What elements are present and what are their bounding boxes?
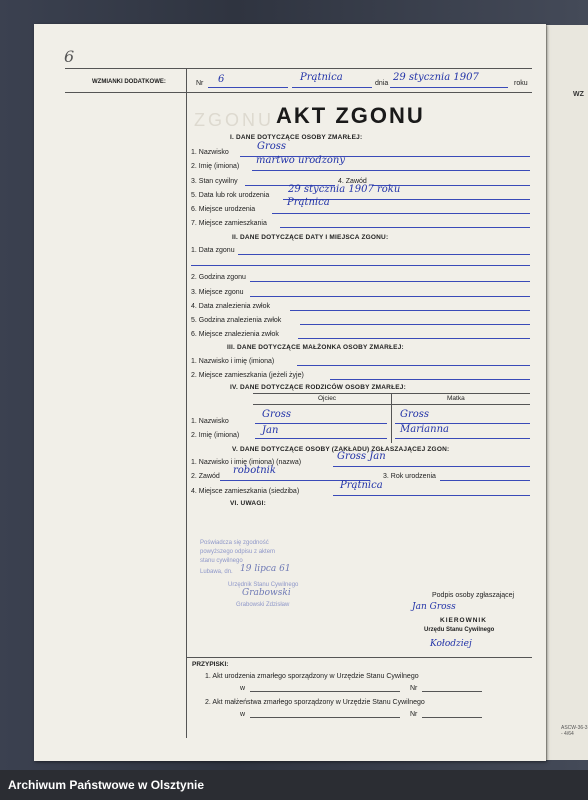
stamp-line-2: powyższego odpisu z aktem — [200, 549, 276, 555]
section-5-heading: V. DANE DOTYCZĄCE OSOBY (ZAKŁADU) ZGŁASZAJĄCEJ ZGON: — [232, 446, 450, 453]
kierownik-signature: Kołodziej — [430, 639, 472, 649]
adjacent-page-footer: ASCW-36-3 - 4/64 — [561, 725, 588, 737]
field-declarant-residence: 4. Miejsce zamieszkania (siedziba) — [191, 488, 300, 495]
value-declarant-residence: Prątnica — [340, 480, 383, 491]
stamp-office: Urzędnik Stanu Cywilnego — [228, 582, 299, 588]
field-surname: 1. Nazwisko — [191, 149, 229, 156]
line-declarant-birth-year — [440, 480, 530, 481]
line-mother-surname — [395, 423, 530, 424]
field-parent-surname: 1. Nazwisko — [191, 418, 229, 425]
field-parent-names: 2. Imię (imiona) — [191, 432, 240, 439]
place-value: Prątnica — [300, 72, 343, 83]
value-declarant-name: Gross Jan — [337, 451, 386, 462]
father-surname: Gross — [262, 409, 292, 420]
line-father-surname — [255, 423, 387, 424]
parents-table-divider — [391, 393, 392, 443]
field-residence: 7. Miejsce zamieszkania — [191, 220, 267, 227]
declarant-signature: Jan Gross — [412, 602, 456, 612]
archive-watermark: Archiwum Państwowe w Olsztynie — [8, 778, 205, 792]
field-given-names: 2. Imię (imiona) — [191, 163, 240, 170]
field-death-date: 1. Data zgonu — [191, 247, 235, 254]
line-spouse-name — [297, 365, 530, 366]
wzmianki-label: WZMIANKI DODATKOWE: — [92, 79, 166, 85]
value-declarant-occupation: robotnik — [233, 465, 276, 476]
stamp-name: Grabowski Zdzisław — [236, 602, 290, 608]
line-body-found-hour — [300, 324, 530, 325]
parents-table-header-line — [253, 404, 530, 405]
section-3-heading: III. DANE DOTYCZĄCE MAŁŻONKA OSOBY ZMARŁEJ: — [227, 344, 404, 351]
line-mother-name — [395, 438, 530, 439]
value-surname: Gross — [257, 141, 287, 152]
kierownik-label: KIEROWNIK — [440, 617, 487, 624]
nr-value: 6 — [218, 74, 225, 85]
footnote-1-nr: Nr — [410, 685, 418, 692]
field-body-found-hour: 5. Godzina znalezienia zwłok — [191, 317, 282, 324]
field-body-found-date: 4. Data znalezienia zwłok — [191, 303, 270, 310]
adjacent-page — [545, 25, 588, 760]
section-4-heading: IV. DANE DOTYCZĄCE RODZICÓW OSOBY ZMARŁEJ: — [230, 384, 406, 391]
date-value: 29 stycznia 1907 — [393, 72, 479, 83]
field-spouse-name: 1. Nazwisko i imię (imiona) — [191, 358, 275, 365]
ghost-title: ZGONU — [194, 110, 274, 130]
line-death-place — [250, 296, 530, 297]
nr-label: Nr — [196, 80, 204, 87]
field-body-found-place: 6. Miejsce znalezienia zwłok — [191, 331, 279, 338]
dnia-label: dnia — [375, 80, 389, 87]
col-mother: Matka — [447, 395, 465, 402]
stamp-signature: Grabowski — [242, 588, 291, 598]
footnote-1: 1. Akt urodzenia zmarłego sporządzony w Urzędzie Stanu Cywilnego — [205, 673, 419, 680]
nr-line — [208, 87, 288, 88]
col-father: Ojciec — [318, 395, 337, 402]
section-2-heading: II. DANE DOTYCZĄCE DATY I MIEJSCA ZGONU: — [232, 234, 389, 241]
footnote-2-w: w — [240, 711, 246, 718]
line-death-date — [238, 254, 530, 255]
field-death-place: 3. Miejsce zgonu — [191, 289, 244, 296]
roku-label: roku — [514, 80, 528, 87]
stamp-date-value: 19 lipca 61 — [240, 564, 291, 574]
line-declarant-name — [333, 466, 530, 467]
section-6-heading: VI. UWAGI: — [230, 500, 266, 507]
header-top-border — [65, 68, 532, 69]
footnote-2-nr: Nr — [410, 711, 418, 718]
place-line — [292, 87, 372, 88]
footnote-1-nr-line — [422, 691, 482, 692]
document-title: AKT ZGONU — [276, 103, 425, 128]
field-declarant-name: 1. Nazwisko i imię (imiona) (nazwa) — [191, 459, 302, 466]
line-spouse-residence — [330, 379, 530, 380]
stamp-date-label: Lubawa, dn. — [200, 569, 233, 575]
header-divider — [65, 92, 532, 93]
line-residence — [280, 227, 530, 228]
footnote-2-w-line — [250, 717, 400, 718]
line-given-names — [252, 170, 530, 171]
line-birthplace — [272, 213, 530, 214]
page-number: 6 — [64, 47, 75, 66]
field-death-hour: 2. Godzina zgonu — [191, 274, 246, 281]
line-declarant-residence — [333, 495, 530, 496]
footnotes-divider — [186, 657, 532, 658]
adjacent-page-label: WZ — [573, 91, 584, 98]
footnote-2: 2. Akt małżeństwa zmarłego sporządzony w Urzędzie Stanu Cywilnego — [205, 699, 425, 706]
field-birth-date: 5. Data lub rok urodzenia — [191, 192, 270, 199]
footnote-2-nr-line — [422, 717, 482, 718]
stamp-line-3: stanu cywilnego — [200, 558, 243, 564]
section-1-heading: I. DANE DOTYCZĄCE OSOBY ZMARŁEJ: — [230, 134, 363, 141]
value-birthplace: Prątnica — [287, 197, 330, 208]
mother-surname: Gross — [400, 409, 430, 420]
kierownik-office: Urzędu Stanu Cywilnego — [424, 627, 495, 633]
line-body-found-date — [290, 310, 530, 311]
footnote-1-w: w — [240, 685, 246, 692]
line-body-found-place — [298, 338, 530, 339]
field-declarant-occupation: 2. Zawód — [191, 473, 220, 480]
margin-divider — [186, 68, 187, 738]
line-father-name — [255, 438, 387, 439]
field-spouse-residence: 2. Miejsce zamieszkania (jeżeli żyje) — [191, 372, 304, 379]
declarant-signature-label: Podpis osoby zgłaszającej — [432, 592, 515, 599]
footnotes-heading: PRZYPISKI: — [192, 661, 229, 668]
line-death-hour — [250, 281, 530, 282]
father-name: Jan — [262, 425, 279, 436]
field-civil-status: 3. Stan cywilny — [191, 178, 238, 185]
line-death-date-2 — [191, 265, 530, 266]
mother-name: Marianna — [400, 424, 449, 435]
value-given-names: martwo urodzony — [256, 155, 346, 166]
field-occupation: 4. Zawód — [338, 178, 367, 185]
field-declarant-birth-year: 3. Rok urodzenia — [383, 473, 436, 480]
stamp-line-1: Poświadcza się zgodność — [200, 540, 269, 546]
footnote-1-w-line — [250, 691, 400, 692]
field-birthplace: 6. Miejsce urodzenia — [191, 206, 256, 213]
value-birth-date: 29 stycznia 1907 roku — [288, 184, 401, 195]
date-line — [390, 87, 508, 88]
